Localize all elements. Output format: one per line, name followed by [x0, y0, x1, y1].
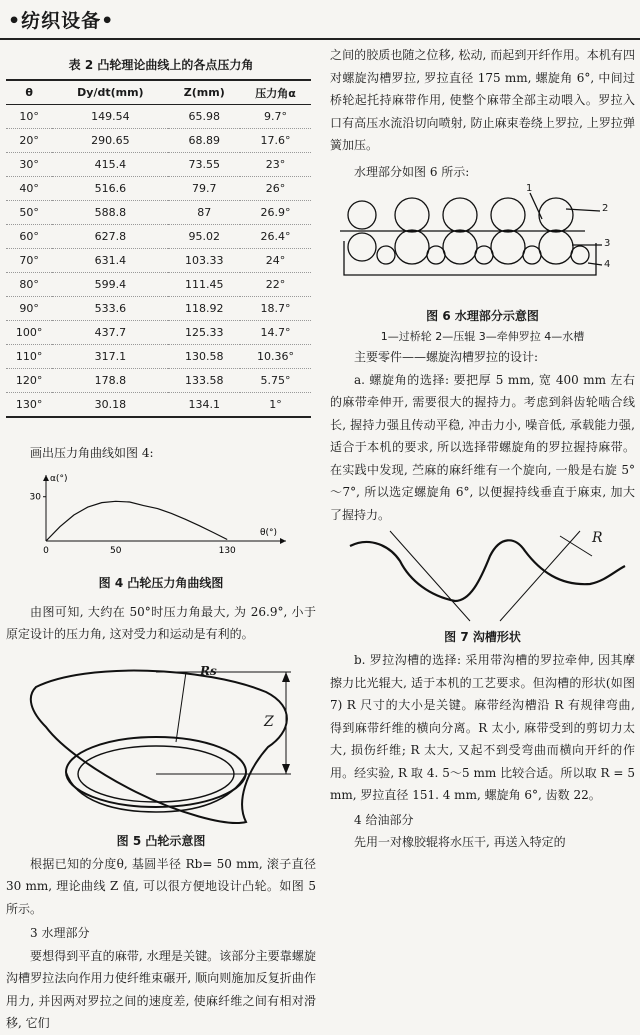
table2-row: [6, 105, 311, 129]
fig6-caption: 图 6 水理部分示意图: [426, 309, 539, 323]
fig6-legend: 1—过桥轮 2—压辊 3—牵伸罗拉 4—水槽: [380, 330, 585, 343]
table2-cell: 415.4: [94, 158, 127, 171]
table2-cell: 130.58: [185, 350, 224, 363]
right-paragraph-1: 之间的胶质也随之位移, 松动, 而起到开纤作用。本机有四对螺旋沟槽罗拉, 罗拉直径 175 mm, 螺旋角 6°, 中间过桥轮起托持麻带作用, 使整个麻带全部主动喂入。罗拉入口有高压水流沿切向喷射, 防止麻束卷绕上罗拉, 上罗拉弹簧加压。: [330, 48, 635, 152]
table2-cell: 111.45: [185, 278, 224, 291]
table2-cell: 120°: [15, 374, 43, 387]
left-paragraph-1: 由图可知, 大约在 50°时压力角最大, 为 26.9°, 小于原定设计的压力角, 这对受力和运动是有利的。: [6, 604, 316, 641]
table2-header-cell: Dy/dt(mm): [77, 86, 144, 99]
table2-row: [6, 153, 311, 177]
pressure-angle-line: [46, 501, 227, 541]
fig5-label-z: Z: [264, 713, 274, 730]
fig5-label-r: Rs: [200, 663, 217, 678]
table2-cell: 79.7: [192, 182, 217, 195]
table2-cell: 134.1: [188, 398, 220, 411]
fig6-intro: 水理部分如图 6 所示:: [354, 164, 470, 179]
table2-cell: 10°: [19, 110, 39, 123]
section4-heading: 4 给油部分: [354, 812, 414, 827]
y-tick-label: 30: [29, 492, 41, 503]
table2-row: [6, 297, 311, 321]
x-axis-label: θ(°): [260, 527, 278, 538]
fig5-cam-diagram: [6, 652, 316, 832]
table2-cell: 14.7°: [260, 326, 291, 339]
table2-header-cell: θ: [25, 86, 33, 99]
cam-drawing: [6, 652, 316, 832]
table2-row: [6, 321, 311, 345]
table2-cell: 73.55: [188, 158, 220, 171]
fig4-intro: 画出压力角曲线如图 4:: [30, 446, 154, 460]
table2-row: [6, 249, 311, 273]
table2-cell: 10.36°: [257, 350, 295, 363]
table2-cell: 516.6: [94, 182, 127, 195]
left-paragraph-3: 要想得到平直的麻带, 水理是关键。该部分主要靠螺旋沟槽罗拉法向作用力使纤维束碾开, 顺向则施加反复折曲作用力, 并因两对罗拉之间的速度差, 使麻纤维之间有相对滑移, 它们: [6, 948, 316, 1030]
x-tick-label: 0: [43, 545, 49, 556]
fig6-label-1: 1: [526, 183, 533, 194]
table2-row: [6, 129, 311, 153]
section3-heading: 3 水理部分: [30, 926, 90, 940]
table2-caption: 表 2 凸轮理论曲线上的各点压力角: [68, 58, 254, 72]
table2-cell: 23°: [265, 158, 286, 171]
table2-cell: 26.9°: [260, 206, 291, 219]
table2-cell: 110°: [15, 350, 43, 363]
table2-row: [6, 201, 311, 225]
fig6-label-2: 2: [602, 203, 609, 214]
journal-header: •纺织设备•: [8, 10, 115, 32]
table2-cell: 125.33: [185, 326, 224, 339]
fig7-groove-diagram: [330, 526, 635, 622]
table2-row: [6, 369, 311, 393]
table2-cell: 26.4°: [260, 230, 291, 243]
table2-cell: 20°: [19, 134, 39, 147]
table2-cell: 133.58: [185, 374, 224, 387]
fig7-label-r: R: [592, 530, 603, 546]
table2-body: [6, 105, 311, 418]
table2-cell: 178.8: [94, 374, 127, 387]
table2-cell: 60°: [19, 230, 39, 243]
fig4-pressure-angle-chart: [6, 469, 306, 564]
header-rule: [0, 38, 640, 40]
table2: [6, 79, 311, 418]
table2-cell: 30.18: [94, 398, 127, 411]
right-paragraph-3: a. 螺旋角的选择: 要把厚 5 mm, 宽 400 mm 左右的麻带牵伸开, 需要很大的握持力。考虑到斜齿轮啮合线长, 握持力强且传动平稳, 冲击力小, 噪音低, 承载能力强, 适合于本机的要求, 所以选择带螺旋角的罗拉握持麻带。在实践中发现, 苎麻的麻纤维有一个旋向, 一般是右旋 5°～7°, 所以选定螺旋角 6°, 以便握持线垂直于麻束, 加大了握持力。: [330, 372, 635, 522]
x-tick-label: 130: [218, 545, 236, 556]
table2-cell: 50°: [19, 206, 39, 219]
x-tick-label: 50: [109, 545, 122, 556]
table2-cell: 627.8: [94, 230, 127, 243]
table2-row: [6, 225, 311, 249]
table2-cell: 65.98: [188, 110, 220, 123]
table2-row: [6, 177, 311, 201]
table2-cell: 24°: [265, 254, 286, 267]
table2-cell: 90°: [19, 302, 39, 315]
table2-cell: 100°: [15, 326, 43, 339]
fig6-label-4: 4: [604, 259, 611, 270]
table2-cell: 80°: [19, 278, 39, 291]
table2-row: [6, 273, 311, 297]
table2-cell: 290.65: [91, 134, 130, 147]
table2-cell: 533.6: [94, 302, 127, 315]
table2-cell: 149.54: [91, 110, 130, 123]
table2-row: [6, 393, 311, 418]
table2-cell: 118.92: [185, 302, 224, 315]
table2-cell: 95.02: [188, 230, 220, 243]
table2-cell: 40°: [19, 182, 39, 195]
table2-cell: 599.4: [94, 278, 127, 291]
roller-drawing: [330, 183, 635, 303]
table2-cell: 103.33: [185, 254, 224, 267]
y-axis-label: α(°): [50, 473, 68, 484]
right-paragraph-2: 主要零件——螺旋沟槽罗拉的设计:: [354, 350, 539, 364]
right-paragraph-5: 先用一对橡胶辊将水压干, 再送入特定的: [354, 835, 566, 849]
fig6-water-section-diagram: [330, 183, 635, 303]
table2-cell: 631.4: [94, 254, 127, 267]
right-paragraph-4: b. 罗拉沟槽的选择: 采用带沟槽的罗拉牵伸, 因其摩擦力比光辊大, 适于本机的工艺要求。但沟槽的形状(如图 7) R 尺寸的大小是关键。麻带经沟槽沿 R 有规律弯曲, 得到麻带纤维的横向分离。R 太小, 麻带受到的剪切力太大, 损伤纤维; R 太大, 又起不到受弯曲而横向开纤的作用。经实验, R 取 4. 5～5 mm 比较合适。所以取 R = 5 mm, 罗拉直径 151. 4 mm, 螺旋角 6°, 齿数 22。: [330, 653, 635, 802]
left-column: [6, 44, 316, 1035]
table2-cell: 1°: [269, 398, 282, 411]
table2-cell: 17.6°: [260, 134, 291, 147]
table2-cell: 18.7°: [260, 302, 291, 315]
table2-header-cell: Z(mm): [183, 86, 225, 99]
table2-cell: 26°: [265, 182, 286, 195]
table2-cell: 317.1: [94, 350, 127, 363]
table2-cell: 5.75°: [260, 374, 291, 387]
fig7-caption: 图 7 沟槽形状: [444, 630, 521, 644]
table2-cell: 30°: [19, 158, 39, 171]
left-paragraph-2: 根据已知的分度θ, 基圆半径 Rb= 50 mm, 滚子直径 30 mm, 理论曲线 Z 值, 可以很方便地设计凸轮。如图 5 所示。: [6, 856, 316, 916]
table2-cell: 130°: [15, 398, 43, 411]
table2-cell: 22°: [265, 278, 286, 291]
table2-cell: 68.89: [188, 134, 220, 147]
fig5-caption: 图 5 凸轮示意图: [116, 833, 206, 848]
table2-row: [6, 345, 311, 369]
groove-drawing: [330, 526, 635, 622]
x-axis-arrow: [280, 538, 286, 544]
table2-cell: 9.7°: [264, 110, 288, 123]
fig4-caption: 图 4 凸轮压力角曲线图: [98, 575, 224, 590]
right-column: [330, 44, 635, 854]
table2-cell: 87: [197, 206, 212, 219]
table2-header-cell: 压力角α: [255, 86, 296, 100]
table2-cell: 588.8: [94, 206, 127, 219]
fig6-label-3: 3: [604, 238, 611, 249]
table2-cell: 437.7: [94, 326, 127, 339]
y-axis-arrow: [43, 475, 49, 481]
table2-header-row: [6, 80, 311, 105]
table2-cell: 70°: [19, 254, 39, 267]
